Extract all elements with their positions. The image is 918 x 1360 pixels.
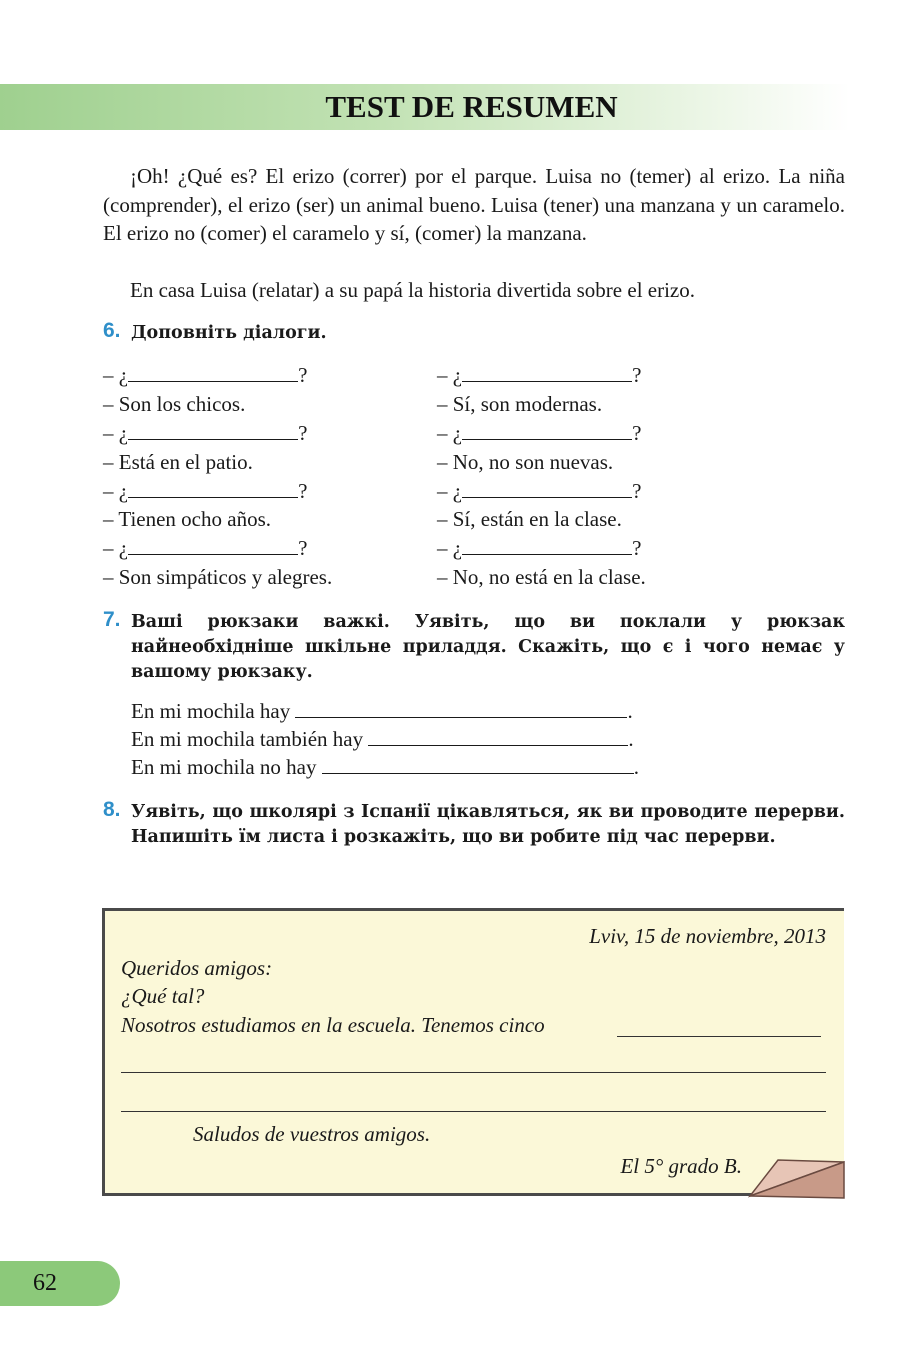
letter-question: ¿Qué tal?	[121, 984, 205, 1008]
answer-blank[interactable]	[128, 421, 298, 440]
story-paragraph-2	[103, 276, 845, 305]
dialog-prompt: – ¿ ?	[437, 363, 642, 387]
story-paragraph-1-text: ¡Oh! ¿Qué es? El erizo (correr) por el parque. Luisa no (temer) al erizo. La niña (comprender), el erizo (ser) un animal bueno. Luisa (tener) una manzana y un caramelo. El erizo no (comer) el caramelo y sí, (comer) la manzana.	[103, 164, 845, 245]
dialog-answer: – Está en el patio.	[103, 449, 253, 474]
letter-date: Lviv, 15 de noviembre, 2013	[589, 924, 826, 948]
dialog-answer: – Tienen ocho años.	[103, 507, 271, 532]
answer-blank[interactable]	[128, 536, 298, 555]
mochila-line-2: En mi mochila también hay .	[131, 727, 634, 751]
letter-greeting: Queridos amigos:	[121, 956, 273, 980]
answer-blank[interactable]	[295, 699, 627, 718]
answer-blank[interactable]	[462, 536, 632, 555]
dialog-column-right	[437, 361, 646, 592]
page-curl-icon	[748, 1158, 848, 1200]
dialog-answer: – No, no está en la clase.	[437, 565, 646, 590]
story-paragraph-1	[103, 162, 845, 248]
story-paragraph-2-text: En casa Luisa (relatar) a su papá la historia divertida sobre el erizo.	[130, 278, 696, 302]
letter-blank-line[interactable]	[121, 1072, 826, 1073]
letter-body-start: Nosotros estudiamos en la escuela. Tenemos cinco	[121, 1013, 545, 1037]
answer-blank[interactable]	[322, 755, 634, 774]
task-6-number: 6.	[103, 319, 121, 342]
answer-blank[interactable]	[462, 363, 632, 382]
letter-closing: Saludos de vuestros amigos.	[193, 1122, 431, 1146]
mochila-line-3: En mi mochila no hay .	[131, 755, 639, 779]
task-8-number: 8.	[103, 798, 121, 821]
dialog-prompt: – ¿ ?	[437, 536, 642, 561]
dialog-answer: – Sí, son modernas.	[437, 391, 603, 416]
dialog-prompt: – ¿ ?	[103, 420, 308, 445]
dialog-prompt: – ¿ ?	[103, 536, 308, 561]
dialog-column-left	[103, 361, 332, 592]
answer-blank[interactable]	[462, 479, 632, 498]
page-title: TEST DE RESUMEN	[325, 89, 618, 124]
dialog-answer: – Son los chicos.	[103, 391, 246, 416]
letter-blank-inline[interactable]	[617, 1036, 821, 1037]
task-6-instruction: Доповніть діалоги.	[131, 323, 327, 343]
dialog-prompt: – ¿ ?	[437, 420, 642, 445]
dialog-answer: – Sí, están en la clase.	[437, 507, 622, 532]
dialog-answer: – No, no son nuevas.	[437, 449, 614, 474]
page-number: 62	[33, 1270, 57, 1296]
dialog-prompt: – ¿ ?	[103, 478, 308, 503]
mochila-line-1: En mi mochila hay .	[131, 699, 633, 723]
letter-box	[102, 908, 844, 1196]
dialog-prompt: – ¿ ?	[437, 478, 642, 503]
answer-blank[interactable]	[368, 727, 628, 746]
letter-blank-line[interactable]	[121, 1111, 826, 1112]
dialog-prompt: – ¿ ?	[103, 363, 308, 387]
task-7-instruction: Ваші рюкзаки важкі. Уявіть, що ви поклали у рюкзак найнеобхідніше шкільне приладдя. Скажіть, що є і чого немає у вашому рюкзаку.	[131, 612, 845, 682]
answer-blank[interactable]	[128, 363, 298, 382]
answer-blank[interactable]	[128, 479, 298, 498]
task-7-number: 7.	[103, 608, 121, 631]
letter-signature: El 5° grado B.	[620, 1154, 742, 1178]
answer-blank[interactable]	[462, 421, 632, 440]
task-8-instruction: Уявіть, що школярі з Іспанії цікавляться, як ви проводите перерви. Напишіть їм листа і розкажіть, що ви робите під час перерви.	[131, 802, 845, 847]
mochila-lines	[131, 697, 639, 781]
dialog-answer: – Son simpáticos y alegres.	[103, 565, 333, 590]
